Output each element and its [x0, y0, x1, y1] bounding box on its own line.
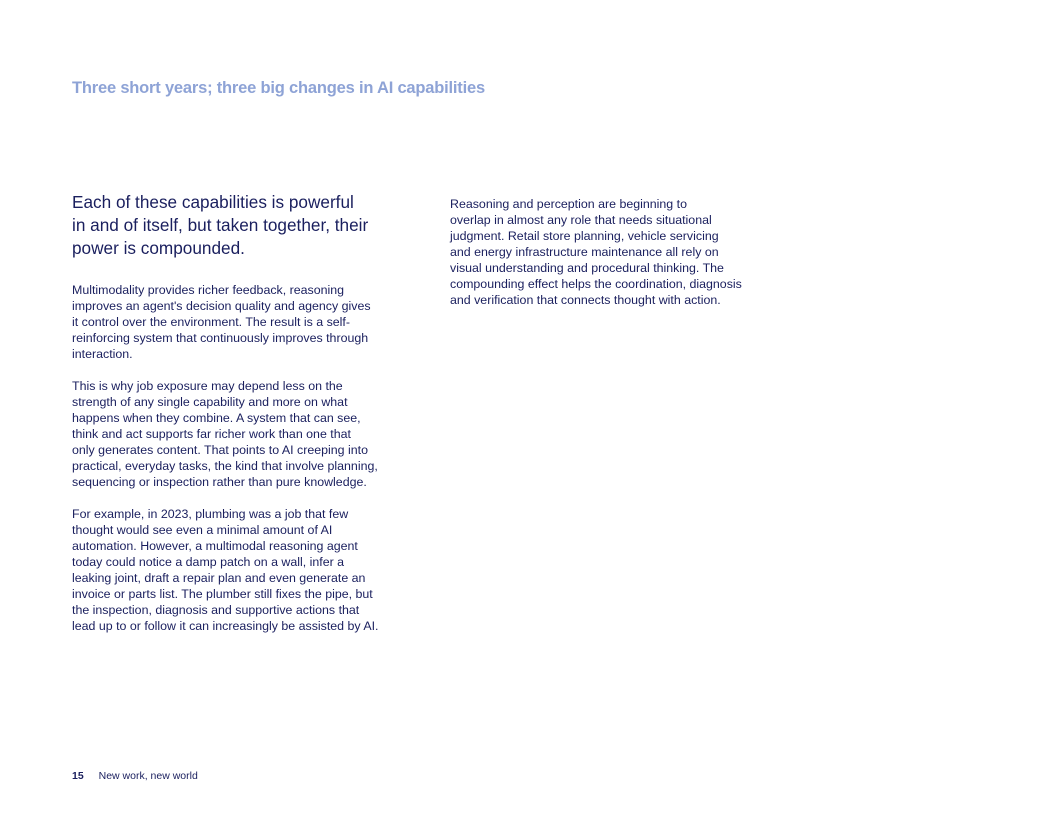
lead-line: Each of these capabilities is powerful [72, 192, 354, 212]
text-line: and energy infrastructure maintenance all rely on [450, 245, 719, 259]
body-paragraph-job-exposure [72, 378, 412, 490]
text-line: improves an agent's decision quality and agency gives [72, 299, 371, 313]
footer-title: New work, new world [98, 770, 198, 782]
text-line: reinforcing system that continuously improves through [72, 331, 369, 345]
text-line: invoice or parts list. The plumber still fixes the pipe, but [72, 587, 373, 601]
text-line: and verification that connects thought with action. [450, 293, 721, 307]
text-line: overlap in almost any role that needs situational [450, 213, 712, 227]
text-line: leaking joint, draft a repair plan and even generate an [72, 571, 366, 585]
text-line: happens when they combine. A system that can see, [72, 411, 361, 425]
lead-line: in and of itself, but taken together, their [72, 215, 369, 235]
text-line: automation. However, a multimodal reasoning agent [72, 539, 358, 553]
text-line: lead up to or follow it can increasingly be assisted by AI. [72, 619, 379, 633]
text-line: practical, everyday tasks, the kind that involve planning, [72, 459, 378, 473]
text-line: it control over the environment. The result is a self- [72, 315, 350, 329]
body-paragraph-plumbing-example [72, 506, 412, 634]
text-line: visual understanding and procedural thinking. The [450, 261, 724, 275]
page-number: 15 [72, 770, 84, 782]
text-line: sequencing or inspection rather than pure knowledge. [72, 475, 367, 489]
text-line: only generates content. That points to AI creeping into [72, 443, 368, 457]
body-paragraph-reasoning-perception [450, 196, 770, 308]
section-heading: Three short years; three big changes in AI capabilities [72, 79, 485, 97]
text-line: interaction. [72, 347, 133, 361]
text-line: Reasoning and perception are beginning to [450, 197, 687, 211]
page-footer [72, 770, 198, 782]
text-line: think and act supports far richer work than one that [72, 427, 351, 441]
body-paragraph-multimodality [72, 282, 412, 362]
text-line: today could notice a damp patch on a wall, infer a [72, 555, 345, 569]
text-line: For example, in 2023, plumbing was a job that few [72, 507, 349, 521]
lead-paragraph [72, 191, 412, 260]
text-line: compounding effect helps the coordination, diagnosis [450, 277, 742, 291]
left-column [72, 191, 412, 650]
lead-line: power is compounded. [72, 238, 245, 258]
text-line: thought would see even a minimal amount of AI [72, 523, 333, 537]
text-line: Multimodality provides richer feedback, reasoning [72, 283, 345, 297]
text-line: This is why job exposure may depend less on the [72, 379, 343, 393]
text-line: strength of any single capability and more on what [72, 395, 348, 409]
right-column [450, 196, 770, 324]
text-line: the inspection, diagnosis and supportive actions that [72, 603, 360, 617]
text-line: judgment. Retail store planning, vehicle servicing [450, 229, 719, 243]
